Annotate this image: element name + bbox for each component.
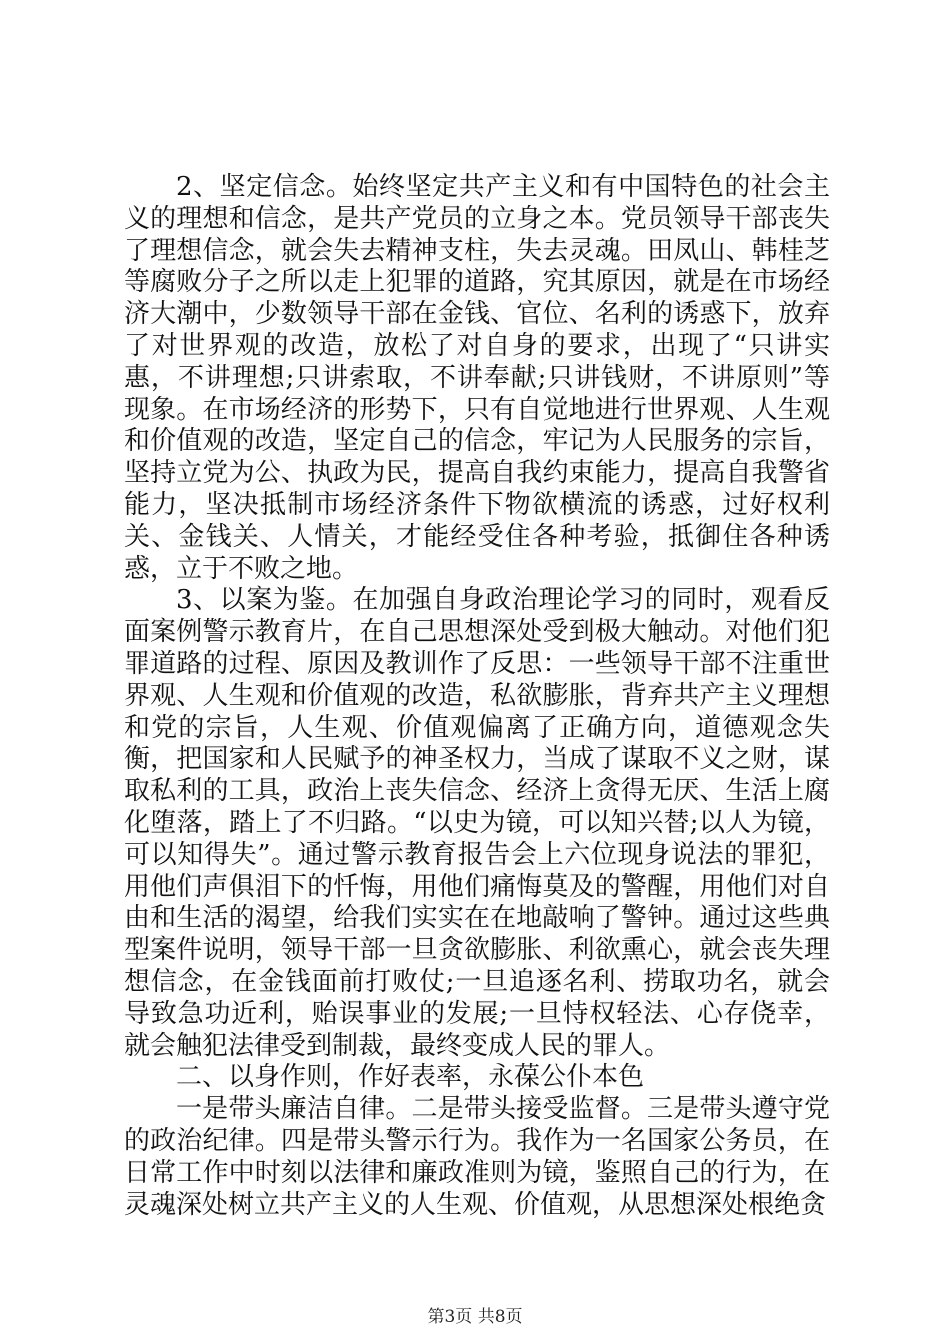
paragraph-firm-belief: 2、坚定信念。始终坚定共产主义和有中国特色的社会主义的理想和信念，是共产党员的立身之本。党员领导干部丧失了理想信念，就会失去精神支柱，失去灵魂。田凤山、韩桂芝等腐败分子之所以走上犯罪的道路，究其原因，就是在市场经济大潮中，少数领导干部在金钱、官位、名利的诱惑下，放弃了对世界观的改造，放松了对自身的要求，出现了“只讲实惠，不讲理想;只讲索取，不讲奉献;只讲钱财，不讲原则”等现象。在市场经济的形势下，只有自觉地进行世界观、人生观和价值观的改造，坚定自己的信念，牢记为人民服务的宗旨，坚持立党为公、执政为民，提高自我约束能力，提高自我警省能力，坚决抵制市场经济条件下物欲横流的诱惑，过好权利关、金钱关、人情关，才能经受住各种考验，抵御住各种诱惑，立于不败之地。 — [124, 172, 830, 584]
paragraph-lead-by-example: 一是带头廉洁自律。二是带头接受监督。三是带头遵守党的政治纪律。四是带头警示行为。我作为一名国家公务员，在日常工作中时刻以法律和廉政准则为镜，鉴照自己的行为，在灵魂深处树立共产主义的人生观、价值观，从思想深处根绝贪 — [124, 1094, 830, 1220]
paragraph-case-lessons: 3、以案为鉴。在加强自身政治理论学习的同时，观看反面案例警示教育片，在自己思想深处受到极大触动。对他们犯罪道路的过程、原因及教训作了反思：一些领导干部不注重世界观、人生观和价值观的改造，私欲膨胀，背弃共产主义理想和党的宗旨，人生观、价值观偏离了正确方向，道德观念失衡，把国家和人民赋予的神圣权力，当成了谋取不义之财，谋取私利的工具，政治上丧失信念、经济上贪得无厌、生活上腐化堕落，踏上了不归路。“以史为镜，可以知兴替;以人为镜，可以知得失”。通过警示教育报告会上六位现身说法的罪犯，用他们声俱泪下的忏悔，用他们痛悔莫及的警醒，用他们对自由和生活的渴望，给我们实实在在地敲响了警钟。通过这些典型案件说明，领导干部一旦贪欲膨胀、利欲熏心，就会丧失理想信念，在金钱面前打败仗;一旦追逐名利、捞取功名，就会导致急功近利，贻误事业的发展;一旦恃权轻法、心存侥幸，就会触犯法律受到制裁，最终变成人民的罪人。 — [124, 585, 830, 1061]
document-body — [124, 172, 830, 1221]
section-heading: 二、以身作则，作好表率，永葆公仆本色 — [176, 1062, 645, 1093]
page-footer: 第3页 共8页 — [427, 1307, 523, 1327]
